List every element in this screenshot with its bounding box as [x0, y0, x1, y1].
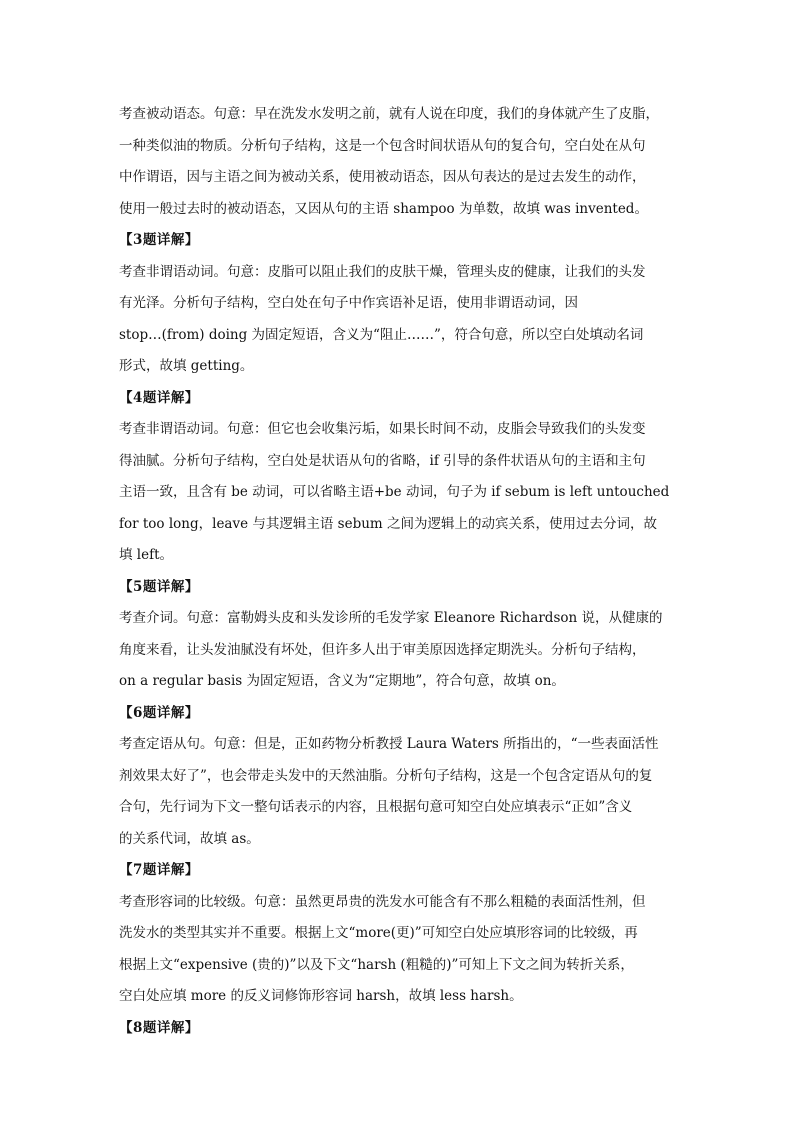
body-line: 角度来看，让头发油腻没有坏处，但许多人出于审美原因选择定期洗头。分析句子结构， [119, 641, 646, 658]
explanation-block [119, 383, 679, 572]
explanation-block [119, 99, 679, 225]
body-line: for too long，leave 与其逻辑主语 sebum 之间为逻辑上的动宾关系，使用过去分词，故 [119, 515, 658, 532]
section-heading: 【3题详解】 [119, 232, 199, 248]
body-line: on a regular basis 为固定短语，含义为“定期地”，符合句意，故填 on。 [119, 673, 565, 689]
body-line: 考查形容词的比较级。句意：虽然更昂贵的洗发水可能含有不那么粗糙的表面活性剂，但 [119, 893, 646, 910]
body-line: 主语一致，且含有 be 动词，可以省略主语+be 动词，句子为 if sebum is left untouched [119, 484, 670, 500]
body-line: 考查非谓语动词。句意：皮脂可以阻止我们的皮肤干燥，管理头皮的健康，让我们的头发 [119, 263, 646, 280]
body-line: 洗发水的类型其实并不重要。根据上文“more(更)”可知空白处应填形容词的比较级，再 [119, 925, 638, 941]
body-line: 得油腻。分析句子结构，空白处是状语从句的省略，if 引导的条件状语从句的主语和主句 [119, 452, 646, 469]
section-heading: 【4题详解】 [119, 389, 199, 406]
body-line: 空白处应填 more 的反义词修饰形容词 harsh，故填 less harsh。 [119, 988, 523, 1004]
body-line: 的关系代词，故填 as。 [119, 830, 260, 847]
body-line: stop…(from) doing 为固定短语，含义为“阻止……”，符合句意，所以空白处填动名词 [119, 326, 644, 343]
section-heading: 【6题详解】 [119, 704, 199, 721]
body-line: 考查定语从句。句意：但是，正如药物分析教授 Laura Waters 所指出的，“一些表面活性 [119, 736, 659, 752]
section-heading: 【7题详解】 [119, 862, 199, 878]
section-heading: 【8题详解】 [119, 1019, 199, 1036]
explanation-block [119, 572, 679, 698]
body-line: 根据上文“expensive (贵的)”以及下文“harsh (粗糙的)”可知上下文之间为转折关系， [119, 956, 634, 973]
section-heading: 【5题详解】 [119, 578, 199, 595]
body-line: 考查被动语态。句意：早在洗发水发明之前，就有人说在印度，我们的身体就产生了皮脂， [119, 106, 659, 122]
body-line: 一种类似油的物质。分析句子结构，这是一个包含时间状语从句的复合句，空白处在从句 [119, 137, 646, 154]
explanation-block [119, 698, 679, 856]
body-line: 有光泽。分析句子结构，空白处在句子中作宾语补足语，使用非谓语动词，因 [119, 295, 578, 311]
explanation-block [119, 225, 679, 383]
body-line: 填 left。 [119, 547, 174, 563]
body-line: 剂效果太好了”，也会带走头发中的天然油脂。分析句子结构，这是一个包含定语从句的复 [119, 767, 653, 784]
body-line: 考查介词。句意：富勒姆头皮和头发诊所的毛发学家 Eleanore Richardson 说，从健康的 [119, 610, 663, 626]
body-line: 形式，故填 getting。 [119, 358, 254, 374]
explanation-block [119, 1013, 679, 1045]
body-line: 考查非谓语动词。句意：但它也会收集污垢，如果长时间不动，皮脂会导致我们的头发变 [119, 421, 646, 437]
body-line: 使用一般过去时的被动语态，又因从句的主语 shampoo 为单数，故填 was invented。 [119, 200, 648, 217]
body-line: 合句，先行词为下文一整句话表示的内容，且根据句意可知空白处应填表示“正如”含义 [119, 799, 633, 815]
explanation-block [119, 855, 679, 1013]
answer-explanations [119, 99, 679, 1044]
body-line: 中作谓语，因与主语之间为被动关系，使用被动语态，因从句表达的是过去发生的动作， [119, 169, 646, 185]
